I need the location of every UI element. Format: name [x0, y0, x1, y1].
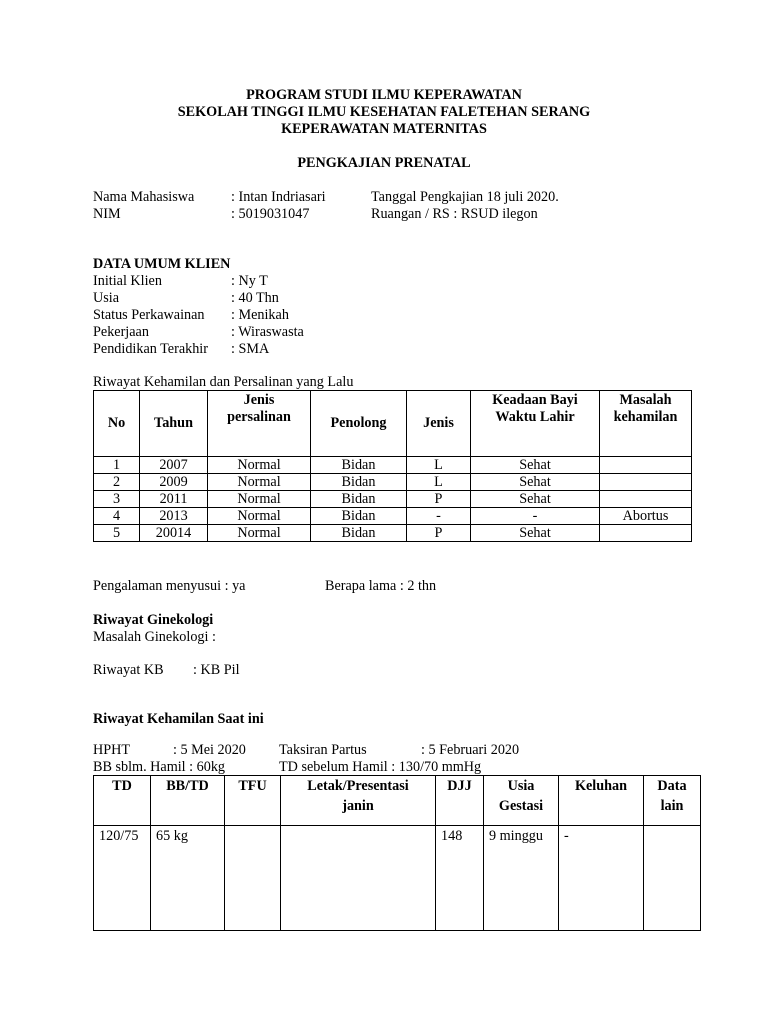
- gynecology-problem: Masalah Ginekologi :: [93, 629, 216, 645]
- cell-jenis: -: [407, 508, 471, 525]
- table-row: [94, 525, 692, 542]
- cell-tahun: 2013: [140, 508, 208, 525]
- cell-keluhan: -: [559, 826, 644, 931]
- header-keadaan-bayi: Keadaan Bayi Waktu Lahir: [471, 391, 600, 457]
- client-data-heading: DATA UMUM KLIEN: [93, 256, 231, 272]
- cell-masalah: Abortus: [600, 508, 692, 525]
- cell-keadaan-bayi: -: [471, 508, 600, 525]
- header-jenis: Jenis: [407, 391, 471, 457]
- institution-line-2: SEKOLAH TINGGI ILMU KESEHATAN FALETEHAN SERANG: [177, 104, 591, 120]
- cell-tahun: 20014: [140, 525, 208, 542]
- kb-label: Riwayat KB: [93, 662, 164, 678]
- header-no: No: [94, 391, 140, 457]
- cell-masalah: [600, 525, 692, 542]
- client-value: : Ny T: [231, 273, 268, 289]
- cell-jenis-persalinan: Normal: [208, 457, 311, 474]
- cell-penolong: Bidan: [311, 474, 407, 491]
- client-value: : 40 Thn: [231, 290, 279, 306]
- breastfeeding-experience: Pengalaman menyusui : ya: [93, 578, 246, 594]
- cell-no: 5: [94, 525, 140, 542]
- client-value: : Menikah: [231, 307, 289, 323]
- room-hospital: Ruangan / RS : RSUD ilegon: [371, 206, 538, 222]
- cell-no: 3: [94, 491, 140, 508]
- table-row: [94, 457, 692, 474]
- cell-tahun: 2011: [140, 491, 208, 508]
- client-label: Status Perkawainan: [93, 307, 205, 323]
- cell-jenis-persalinan: Normal: [208, 474, 311, 491]
- cell-jenis: P: [407, 491, 471, 508]
- cell-jenis-persalinan: Normal: [208, 525, 311, 542]
- cell-jenis: L: [407, 457, 471, 474]
- cell-no: 1: [94, 457, 140, 474]
- cell-penolong: Bidan: [311, 457, 407, 474]
- header-jenis-persalinan: Jenis persalinan: [208, 391, 311, 457]
- header-bbtd: BB/TD: [151, 776, 225, 826]
- table-header-row: [94, 391, 692, 457]
- header-data-lain: Data lain: [644, 776, 701, 826]
- cell-jenis: L: [407, 474, 471, 491]
- table-row: [94, 508, 692, 525]
- breastfeeding-duration: Berapa lama : 2 thn: [325, 578, 437, 594]
- cell-djj: 148: [436, 826, 484, 931]
- table-row: [94, 474, 692, 491]
- student-name-label: Nama Mahasiswa: [93, 189, 195, 205]
- hpht-value: : 5 Mei 2020: [173, 742, 246, 758]
- cell-keadaan-bayi: Sehat: [471, 474, 600, 491]
- document-title: PENGKAJIAN PRENATAL: [297, 155, 471, 171]
- client-label: Pekerjaan: [93, 324, 149, 340]
- header-djj: DJJ: [436, 776, 484, 826]
- current-pregnancy-table: [93, 775, 701, 931]
- hpht-label: HPHT: [93, 742, 131, 758]
- taksiran-label: Taksiran Partus: [279, 742, 367, 758]
- table-header-row: [94, 776, 701, 826]
- cell-usia-gestasi: 9 minggu: [484, 826, 559, 931]
- assessment-date: Tanggal Pengkajian 18 juli 2020.: [371, 189, 559, 205]
- cell-penolong: Bidan: [311, 508, 407, 525]
- cell-jenis: P: [407, 525, 471, 542]
- header-usia-gestasi: Usia Gestasi: [484, 776, 559, 826]
- nim-label: NIM: [93, 206, 121, 222]
- past-pregnancy-caption: Riwayat Kehamilan dan Persalinan yang Lalu: [93, 374, 354, 390]
- cell-masalah: [600, 457, 692, 474]
- past-pregnancy-table: [93, 390, 692, 542]
- header-tahun: Tahun: [140, 391, 208, 457]
- td-before-pregnancy: TD sebelum Hamil : 130/70 mmHg: [279, 759, 482, 775]
- cell-tahun: 2009: [140, 474, 208, 491]
- cell-bbtd: 65 kg: [151, 826, 225, 931]
- institution-line-3: KEPERAWATAN MATERNITAS: [281, 121, 487, 137]
- client-label: Initial Klien: [93, 273, 162, 289]
- cell-masalah: [600, 474, 692, 491]
- bb-before-pregnancy: BB sblm. Hamil : 60kg: [93, 759, 226, 775]
- cell-jenis-persalinan: Normal: [208, 508, 311, 525]
- nim-value: : 5019031047: [231, 206, 310, 222]
- kb-value: : KB Pil: [193, 662, 240, 678]
- cell-keadaan-bayi: Sehat: [471, 525, 600, 542]
- cell-tfu: [225, 826, 281, 931]
- header-letak-presentasi: Letak/Presentasi janin: [281, 776, 436, 826]
- current-pregnancy-heading: Riwayat Kehamilan Saat ini: [93, 711, 264, 727]
- cell-no: 2: [94, 474, 140, 491]
- cell-keadaan-bayi: Sehat: [471, 491, 600, 508]
- table-row: [94, 491, 692, 508]
- cell-keadaan-bayi: Sehat: [471, 457, 600, 474]
- cell-no: 4: [94, 508, 140, 525]
- cell-data-lain: [644, 826, 701, 931]
- taksiran-value: : 5 Februari 2020: [421, 742, 520, 758]
- header-penolong: Penolong: [311, 391, 407, 457]
- student-name-value: : Intan Indriasari: [231, 189, 326, 205]
- client-value: : Wiraswasta: [231, 324, 304, 340]
- header-keluhan: Keluhan: [559, 776, 644, 826]
- gynecology-heading: Riwayat Ginekologi: [93, 612, 214, 628]
- header-tfu: TFU: [225, 776, 281, 826]
- table-row: [94, 826, 701, 931]
- client-label: Pendidikan Terakhir: [93, 341, 208, 357]
- client-label: Usia: [93, 290, 120, 306]
- cell-jenis-persalinan: Normal: [208, 491, 311, 508]
- cell-letak-presentasi: [281, 826, 436, 931]
- cell-penolong: Bidan: [311, 491, 407, 508]
- cell-penolong: Bidan: [311, 525, 407, 542]
- client-value: : SMA: [231, 341, 270, 357]
- cell-td: 120/75: [94, 826, 151, 931]
- header-td: TD: [94, 776, 151, 826]
- institution-line-1: PROGRAM STUDI ILMU KEPERAWATAN: [246, 87, 522, 103]
- cell-masalah: [600, 491, 692, 508]
- header-masalah-kehamilan: Masalah kehamilan: [600, 391, 692, 457]
- cell-tahun: 2007: [140, 457, 208, 474]
